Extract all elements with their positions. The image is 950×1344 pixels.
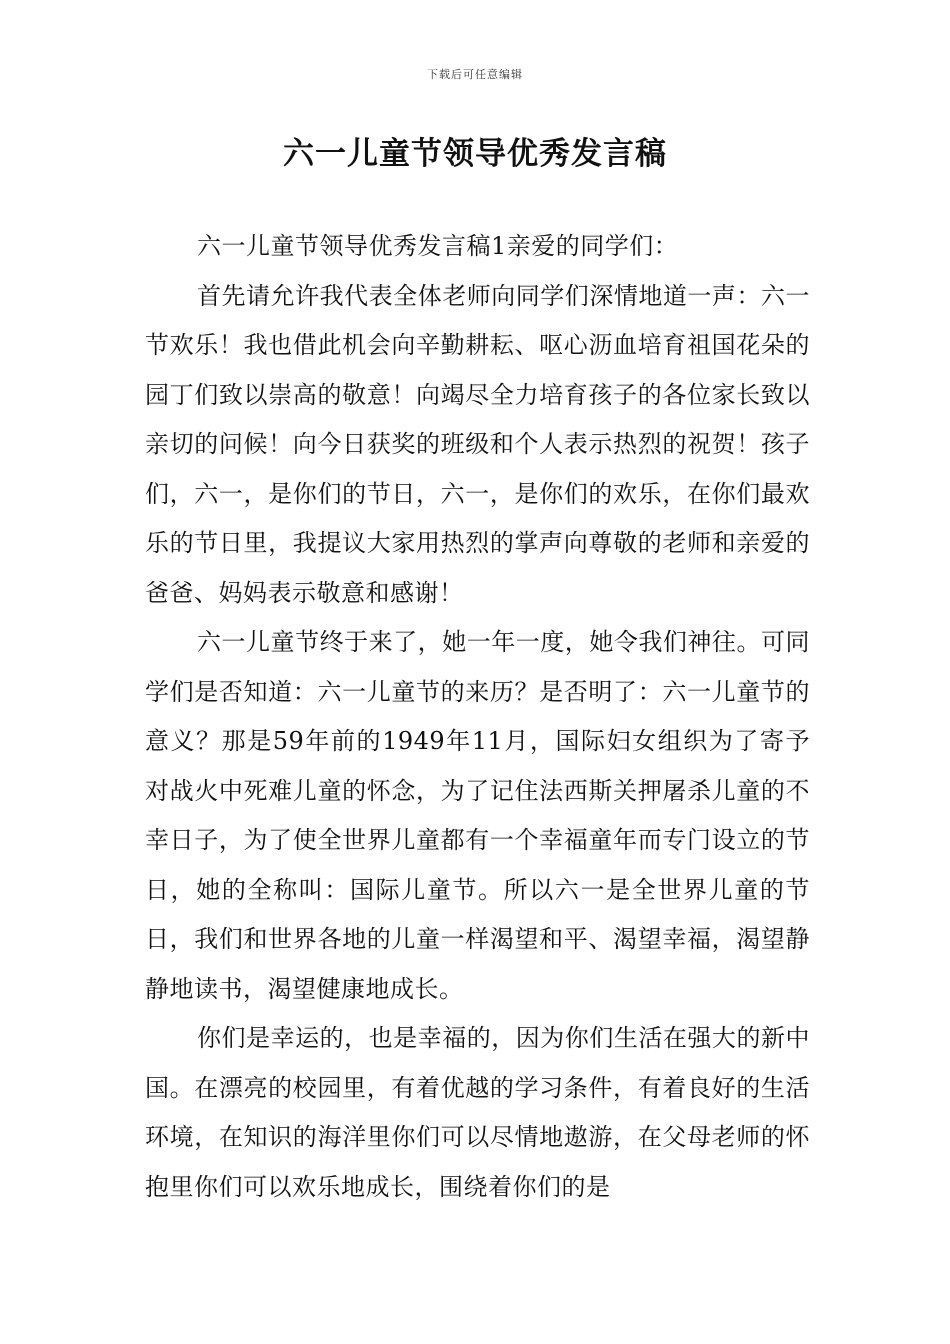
document-title: 六一儿童节领导优秀发言稿	[283, 136, 667, 172]
paragraph-salutation: 六一儿童节领导优秀发言稿1亲爱的同学们：	[197, 232, 679, 260]
paragraph-history: 六一儿童节终于来了，她一年一度，她令我们神往。可同学们是否知道：六一儿童节的来历？是否明了：六一儿童节的意义？那是59年前的1949年11月，国际妇女组织为了寄予对战火中死难儿童的怀念，为了记住法西斯关押屠杀儿童的不幸日子，为了使全世界儿童都有一个幸福童年而专门设立的节日，她的全称叫：国际儿童节。所以六一是全世界儿童的节日，我们和世界各地的儿童一样渴望和平、渴望幸福，渴望静静地读书，渴望健康地成长。	[145, 628, 810, 1003]
paragraph-greeting: 首先请允许我代表全体老师向同学们深情地道一声：六一节欢乐！我也借此机会向辛勤耕耘、呕心沥血培育祖国花朵的园丁们致以崇高的敬意！向竭尽全力培育孩子的各位家长致以亲切的问候！向今日获奖的班级和个人表示热烈的祝贺！孩子们，六一，是你们的节日，六一，是你们的欢乐，在你们最欢乐的节日里，我提议大家用热烈的掌声向尊敬的老师和亲爱的爸爸、妈妈表示敬意和感谢！	[145, 281, 810, 607]
document-body	[145, 222, 810, 1212]
paragraph-fortune: 你们是幸运的，也是幸福的，因为你们生活在强大的新中国。在漂亮的校园里，有着优越的学习条件，有着良好的生活环境，在知识的海洋里你们可以尽情地遨游，在父母老师的怀抱里你们可以欢乐地成长，围绕着你们的是	[145, 1024, 810, 1201]
header-note: 下载后可任意编辑	[427, 68, 523, 81]
